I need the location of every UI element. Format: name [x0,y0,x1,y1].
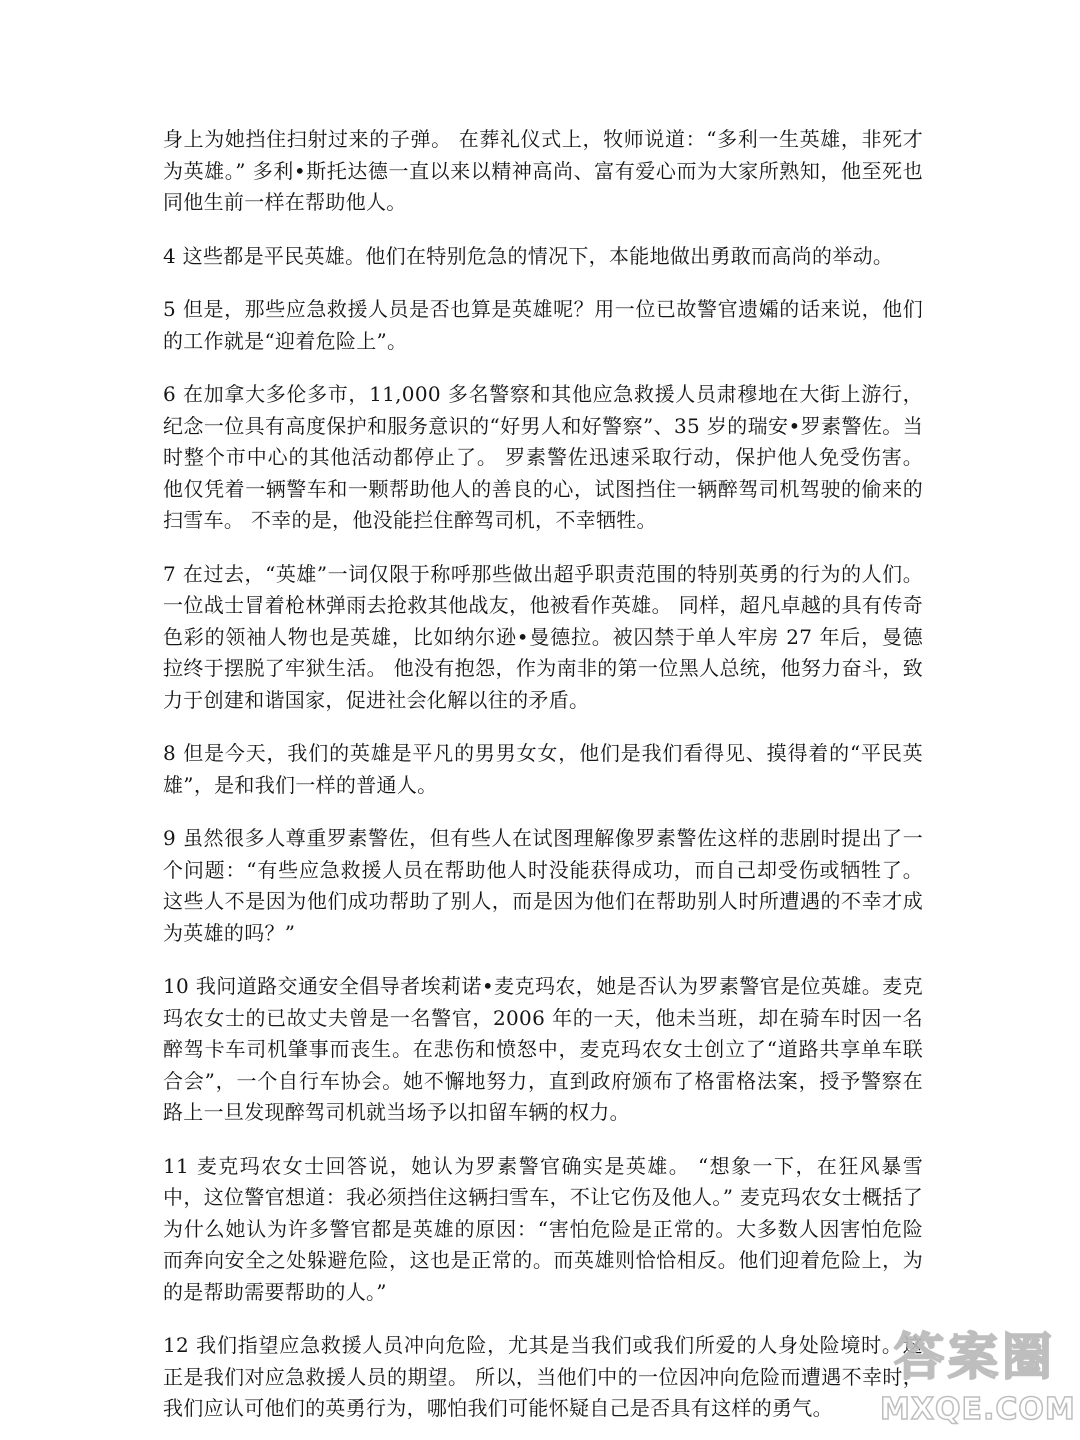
paragraph-7: 7 在过去，“英雄”一词仅限于称呼那些做出超乎职责范围的特别英勇的行为的人们。 一位战士冒着枪林弹雨去抢救其他战友，他被看作英雄。 同样，超凡卓越的具有传奇色彩的领袖人物也是英雄，比如纳尔逊•曼德拉。被囚禁于单人牢房 27 年后，曼德拉终于摆脱了牢狱生活。 他没有抱怨，作为南非的第一位黑人总统，他努力奋斗，致力于创建和谐国家，促进社会化解以往的矛盾。 [163,561,923,712]
paragraph-12: 12 我们指望应急救援人员冲向危险，尤其是当我们或我们所爱的人身处险境时。这正是我们对应急救援人员的期望。 所以，当他们中的一位因冲向危险而遭遇不幸时，我们应认可他们的英勇行为，哪怕我们可能怀疑自己是否具有这样的勇气。 [163,1333,923,1420]
paragraph-4: 4 这些都是平民英雄。他们在特别危急的情况下，本能地做出勇敢而高尚的举动。 [163,243,894,268]
paragraph-8: 8 但是今天，我们的英雄是平凡的男男女女，他们是我们看得见、摸得着的“平民英雄”，是和我们一样的普通人。 [163,741,923,797]
paragraph-9: 9 虽然很多人尊重罗素警佐，但有些人在试图理解像罗素警佐这样的悲剧时提出了一个问题：“有些应急救援人员在帮助他人时没能获得成功，而自己却受伤或牺牲了。这些人不是因为他们成功帮助了别人，而是因为他们在帮助别人时所遭遇的不幸才成为英雄的吗？” [163,826,923,945]
paragraph-10: 10 我问道路交通安全倡导者埃莉诺•麦克玛农，她是否认为罗素警官是位英雄。麦克玛农女士的已故丈夫曾是一名警官，2006 年的一天，他未当班，却在骑车时因一名醉驾卡车司机肇事而丧生。在悲伤和愤怒中，麦克玛农女士创立了“道路共享单车联合会”，一个自行车协会。她不懈地努力，直到政府颁布了格雷格法案，授予警察在路上一旦发现醉驾司机就当场予以扣留车辆的权力。 [163,974,923,1124]
paragraph-6: 6 在加拿大多伦多市，11,000 多名警察和其他应急救援人员肃穆地在大街上游行，纪念一位具有高度保护和服务意识的“好男人和好警察”、35 岁的瑞安•罗素警佐。当时整个市中心的其他活动都停止了。 罗素警佐迅速采取行动，保护他人免受伤害。 他仅凭着一辆警车和一颗帮助他人的善良的心，试图挡住一辆醉驾司机驾驶的偷来的扫雪车。 不幸的是，他没能拦住醉驾司机，不幸牺牲。 [163,382,923,532]
article-body [163,124,923,1440]
watermark-logo: 答案圈 [894,1328,1056,1386]
paragraph-3-continued: 身上为她挡住扫射过来的子弹。 在葬礼仪式上，牧师说道：“多利一生英雄，非死才为英雄。” 多利•斯托达德一直以来以精神高尚、富有爱心而为大家所熟知，他至死也同他生前一样在帮助他人。 [163,127,923,214]
watermark-url: MXQE.COM [880,1392,1076,1427]
paragraph-5: 5 但是，那些应急救援人员是否也算是英雄呢？用一位已故警官遗孀的话来说，他们的工作就是“迎着危险上”。 [163,297,923,353]
paragraph-11: 11 麦克玛农女士回答说，她认为罗素警官确实是英雄。 “想象一下，在狂风暴雪中，这位警官想道：我必须挡住这辆扫雪车，不让它伤及他人。” 麦克玛农女士概括了为什么她认为许多警官都是英雄的原因：“害怕危险是正常的。大多数人因害怕危险而奔向安全之处躲避危险，这也是正常的。而英雄则恰恰相反。他们迎着危险上，为的是帮助需要帮助的人。” [163,1153,923,1304]
